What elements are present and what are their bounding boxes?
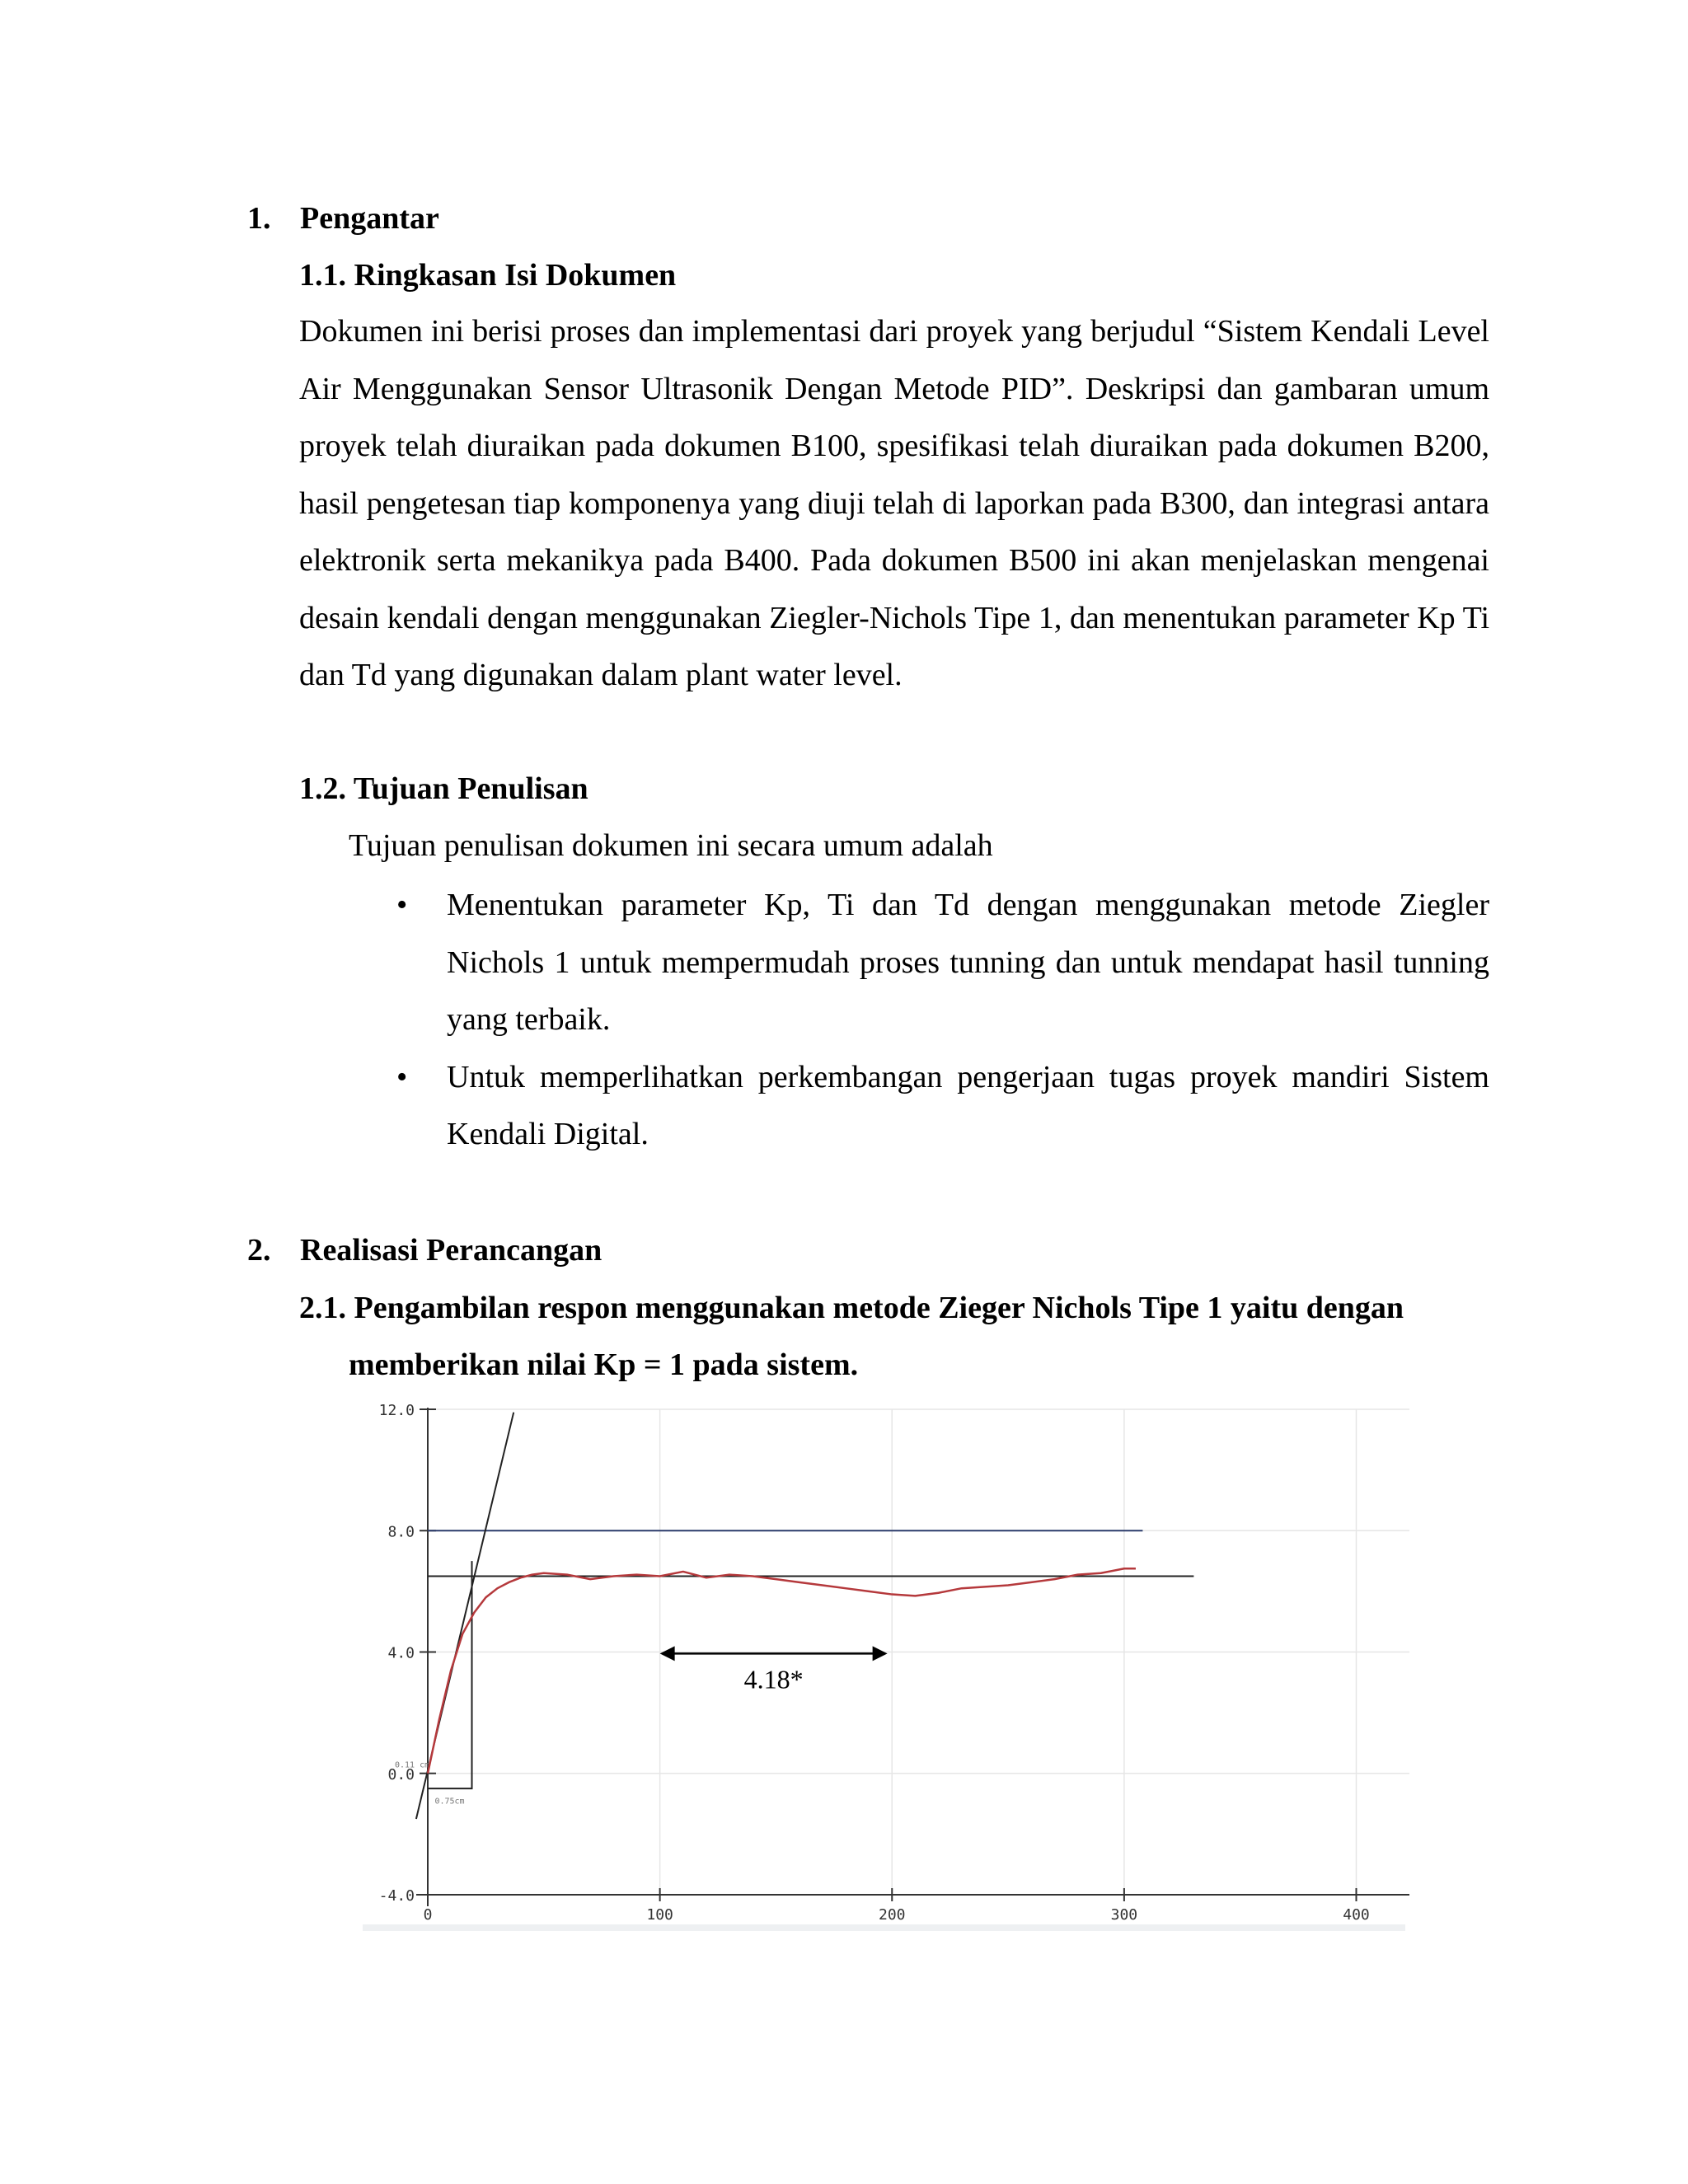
chart-bottom-band — [363, 1924, 1405, 1931]
list-item-text: Untuk memperlihatkan perkembangan pengerjaan tugas proyek mandiri Sistem Kendali Digital. — [447, 1059, 1489, 1151]
x-tick-label: 400 — [1343, 1906, 1370, 1924]
x-tick-label: 0 — [423, 1906, 433, 1924]
period-arrow-left-head — [660, 1646, 675, 1661]
y-tick-label: 0.0 — [387, 1765, 415, 1783]
section-2-heading — [247, 1230, 602, 1271]
y-tick-label: 8.0 — [387, 1523, 415, 1541]
section-2-1-title-line1: 2.1. Pengambilan respon menggunakan metode Zieger Nichols Tipe 1 yaitu dengan — [299, 1291, 1404, 1325]
y-tick-label: 4.0 — [387, 1644, 415, 1662]
section-2-1-title-line2: memberikan nilai Kp = 1 pada sistem. — [349, 1347, 859, 1382]
bullet-icon: • — [396, 888, 408, 922]
section-1-title: Pengantar — [300, 201, 439, 236]
x-tick-label: 200 — [878, 1906, 906, 1924]
period-arrow-right-head — [873, 1646, 888, 1661]
y-tick-label: 12.0 — [378, 1402, 415, 1419]
section-1-1-paragraph: Dokumen ini berisi proses dan implementasi dari proyek yang berjudul “Sistem Kendali Level Air Menggunakan Sensor Ultrasonik Dengan Metode PID”. Deskripsi dan gambaran umum proyek telah diuraikan pada dokumen B100, spesifikasi telah diuraikan pada dokumen B200, hasil pengetesan tiap komponenya yang diuji telah di laporkan pada B300, dan integrasi antara elektronik serta mekanikya pada B400. Pada dokumen B500 ini akan menjelaskan mengenai desain kendali dengan menggunakan Ziegler-Nichols Tipe 1, dan menentukan parameter Kp Ti dan Td yang digunakan dalam plant water level. — [299, 314, 1489, 692]
period-label: 4.18* — [743, 1664, 804, 1694]
list-item-text: Menentukan parameter Kp, Ti dan Td dengan menggunakan metode Ziegler Nichols 1 untuk mempermudah proses tunning dan untuk mendapat hasil tunning yang terbaik. — [447, 888, 1489, 1037]
small-label: 0.75cm — [434, 1797, 465, 1807]
section-2-title: Realisasi Perancangan — [300, 1233, 603, 1268]
section-2-1-heading — [299, 1280, 1489, 1394]
x-tick-label: 100 — [646, 1906, 673, 1924]
response-chart — [363, 1393, 1418, 1937]
y-tick-label: -4.0 — [378, 1887, 415, 1905]
section-1-number: 1. — [247, 201, 271, 236]
section-2-number: 2. — [247, 1233, 271, 1268]
section-1-heading — [247, 198, 439, 239]
section-1-1-heading: 1.1. Ringkasan Isi Dokumen — [299, 258, 677, 293]
section-1-2-intro: Tujuan penulisan dokumen ini secara umum adalah — [349, 828, 993, 863]
small-label: 0.11 cm — [395, 1760, 430, 1770]
x-tick-label: 300 — [1110, 1906, 1138, 1924]
list-item — [396, 1049, 1489, 1164]
objectives-list — [396, 877, 1489, 1164]
list-item — [396, 877, 1489, 1049]
section-1-2-heading: 1.2. Tujuan Penulisan — [299, 771, 588, 806]
bullet-icon: • — [396, 1059, 408, 1094]
